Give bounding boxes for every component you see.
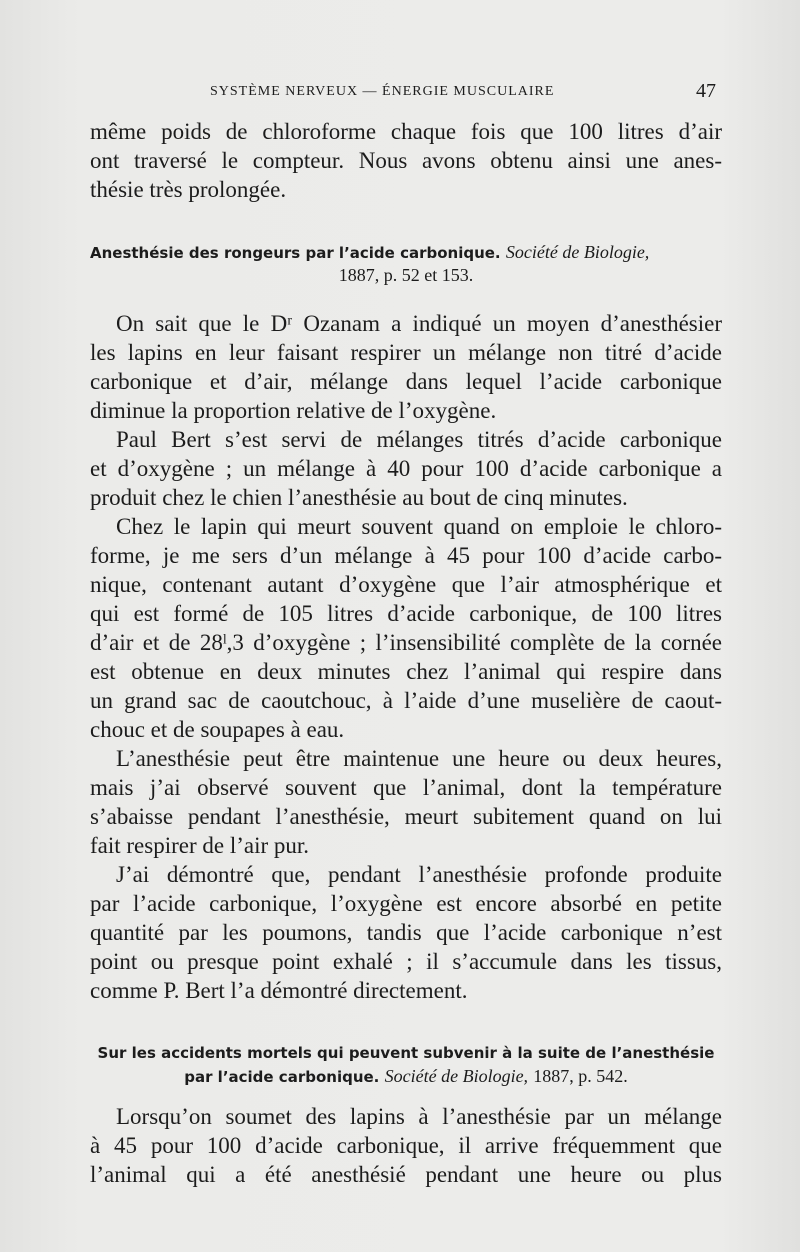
- text-line: thésie très prolongée.: [90, 177, 287, 202]
- text-line: s’abaisse pendant l’anesthésie, meurt subitement quand on lui: [90, 804, 722, 829]
- text-line: d’air et de 28ˡ,3 d’oxygène ; l’insensibilité complète de la cornée: [90, 630, 722, 655]
- text-line: point ou presque point exhalé ; il s’accumule dans les tissus,: [90, 949, 722, 974]
- text-line: est obtenue en deux minutes chez l’animal qui respire dans: [90, 659, 722, 684]
- text-line: comme P. Bert l’a démontré directement.: [90, 978, 468, 1003]
- text-line: mais j’ai observé souvent que l’animal, dont la température: [90, 775, 722, 800]
- text-line: diminue la proportion relative de l’oxygène.: [90, 398, 497, 423]
- text-line: un grand sac de caoutchouc, à l’aide d’une muselière de caout-: [90, 688, 722, 713]
- text-line: quantité par les poumons, tandis que l’acide carbonique n’est: [90, 920, 722, 945]
- text-line: fait respirer de l’air pur.: [90, 833, 310, 858]
- text-line: et d’oxygène ; un mélange à 40 pour 100 d’acide carbonique a: [90, 456, 722, 481]
- text-line: les lapins en leur faisant respirer un mélange non titré d’acide: [90, 340, 722, 365]
- publication-ref: 1887, p. 542.: [533, 1066, 628, 1086]
- journal-name: Société de Biologie,: [384, 1066, 529, 1086]
- page-number: 47: [696, 80, 716, 102]
- text-line: qui est formé de 105 litres d’acide carbonique, de 100 litres: [90, 601, 722, 626]
- section-heading-ref: [90, 265, 722, 286]
- text-line: forme, je me sers d’un mélange à 45 pour 100 d’acide carbo-: [90, 543, 722, 568]
- text-line: J’ai démontré que, pendant l’anesthésie profonde produite: [116, 862, 722, 887]
- text-line: l’animal qui a été anesthésié pendant une heure ou plus: [90, 1162, 722, 1187]
- text-line: chouc et de soupapes à eau.: [90, 717, 345, 742]
- section-heading: [90, 242, 722, 263]
- section-heading-ref: [90, 1066, 722, 1087]
- text-line: Paul Bert s’est servi de mélanges titrés d’acide carbonique: [116, 427, 722, 452]
- text-line: On sait que le Dʳ Ozanam a indiqué un moyen d’anesthésier: [116, 311, 722, 336]
- text-line: par l’acide carbonique, l’oxygène est encore absorbé en petite: [90, 891, 722, 916]
- text-line: nique, contenant autant d’oxygène que l’air atmosphérique et: [90, 572, 722, 597]
- publication-ref: 1887, p. 52 et 153.: [338, 265, 474, 285]
- section-title-cont: par l’acide carbonique.: [184, 1068, 380, 1086]
- text-line: Lorsqu’on soumet des lapins à l’anesthésie par un mélange: [116, 1104, 722, 1129]
- section-heading: [90, 1043, 722, 1063]
- section-title: Anesthésie des rongeurs par l’acide carbonique.: [90, 244, 501, 262]
- text-line: même poids de chloroforme chaque fois que 100 litres d’air: [90, 119, 722, 144]
- text-line: ont traversé le compteur. Nous avons obtenu ainsi une anes-: [90, 148, 722, 173]
- text-line: à 45 pour 100 d’acide carbonique, il arrive fréquemment que: [90, 1133, 722, 1158]
- section-title: Sur les accidents mortels qui peuvent subvenir à la suite de l’anesthésie: [97, 1044, 715, 1062]
- text-line: L’anesthésie peut être maintenue une heure ou deux heures,: [116, 746, 722, 771]
- page-header: [90, 80, 722, 104]
- text-line: Chez le lapin qui meurt souvent quand on emploie le chloro-: [116, 514, 722, 539]
- text-line: produit chez le chien l’anesthésie au bout de cinq minutes.: [90, 485, 628, 510]
- journal-name: Société de Biologie,: [505, 242, 650, 262]
- running-head: SYSTÈME NERVEUX — ÉNERGIE MUSCULAIRE: [210, 84, 555, 99]
- text-line: carbonique et d’air, mélange dans lequel l’acide carbonique: [90, 369, 722, 394]
